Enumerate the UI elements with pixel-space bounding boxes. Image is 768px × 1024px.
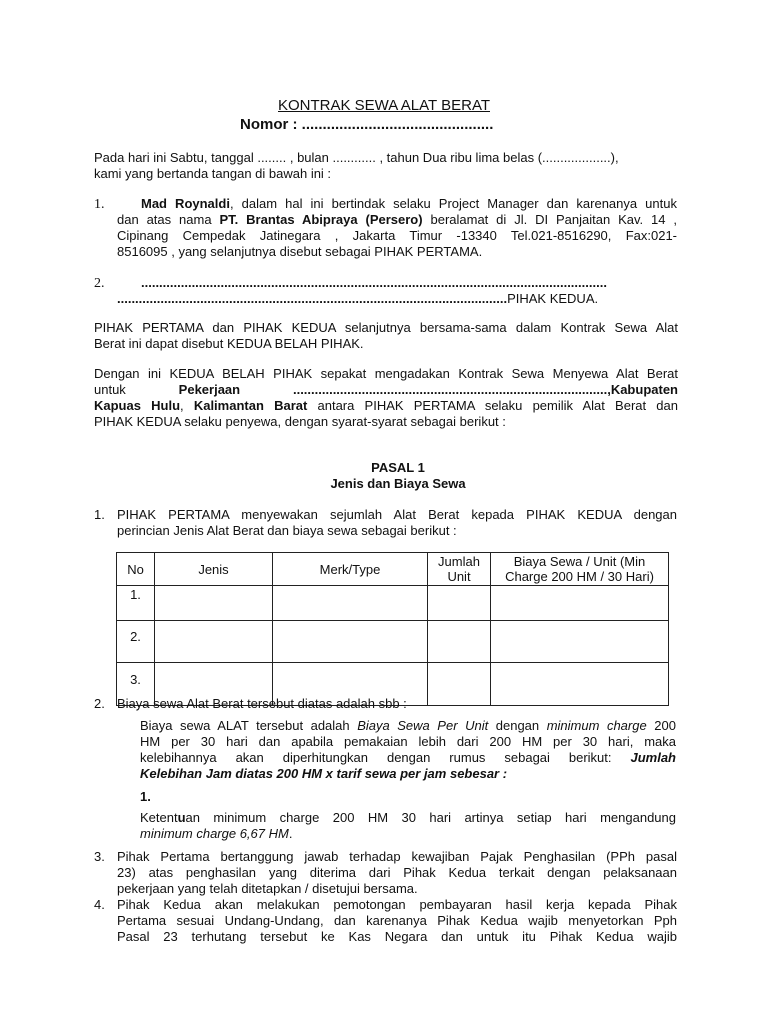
table-header-row (117, 553, 669, 586)
header-jumlah-unit: Jumlah Unit (428, 553, 491, 586)
pasal-subtitle: Jenis dan Biaya Sewa (330, 476, 466, 491)
agreement-untuk: untuk (94, 382, 126, 397)
intro-line-2: kami yang bertanda tangan di bawah ini : (94, 166, 332, 181)
min-charge-italic: minimum charge 6,67 HM (140, 826, 289, 841)
cost-text-a: Biaya sewa ALAT tersebut adalah (140, 718, 350, 733)
row-number: 3. (117, 663, 155, 706)
pasal-title: PASAL 1 (371, 460, 425, 475)
item-1-line-2: perincian Jenis Alat Berat dan biaya sewa sebagai berikut : (117, 523, 457, 538)
party-2-number: 2. (94, 276, 105, 291)
item-3-line-2: 23) atas penghasilan yang diterima dari Pihak Kedua terkait dengan pelaksanaan (117, 865, 677, 880)
party-1-company: PT. Brantas Abipraya (Persero) (219, 212, 423, 227)
agreement-pekerjaan: Pekerjaan (178, 382, 241, 397)
item-3-line-3: pekerjaan yang telah ditetapkan / disetujui bersama. (117, 881, 418, 896)
item-4-line-2: Pertama sesuai Undang-Undang, dan karenanya Pihak Kedua wajib menyetorkan Pph (117, 913, 677, 928)
item-4-number: 4. (94, 897, 105, 912)
party-1-name: Mad Roynaldi (141, 196, 230, 211)
cost-line-1 (140, 718, 676, 734)
cost-italic-min: minimum charge (546, 718, 647, 733)
item-2-number: 2. (94, 696, 105, 711)
party-2-line-2 (117, 291, 598, 307)
cost-line-2: HM per 30 hari dan apabila pemakaian lebih dari 200 HM per 30 hari, maka (140, 734, 676, 749)
cell-jumlah (428, 586, 491, 621)
cost-line-3 (140, 750, 676, 766)
party-1-number: 1. (94, 197, 105, 212)
intro-paragraph (94, 150, 678, 182)
cell-merk (273, 621, 428, 663)
party-1-line-1 (117, 196, 677, 212)
cost-paragraph (140, 718, 676, 782)
item-4-text (117, 897, 677, 945)
party-1-text-c: beralamat di Jl. DI Panjaitan Kav. 14 , (430, 212, 677, 227)
min-charge-text-a: Ketent (140, 810, 178, 825)
agreement-text-3: antara PIHAK PERTAMA selaku pemilik Alat Berat dan (317, 398, 678, 413)
cost-text-c: dengan (495, 718, 540, 733)
cost-italic-unit: Biaya Sewa Per Unit (357, 718, 489, 733)
min-charge-period: . (288, 826, 293, 841)
agreement-kapuas-hulu: Kapuas Hulu (94, 398, 181, 413)
both-parties-line-1: PIHAK PERTAMA dan PIHAK KEDUA selanjutnya bersama-sama dalam Kontrak Sewa Alat (94, 320, 678, 335)
min-charge-line-1 (140, 810, 676, 826)
cell-jenis (155, 586, 273, 621)
cost-item-one: 1. (140, 789, 151, 804)
item-1-text (117, 507, 677, 539)
cell-jumlah (428, 621, 491, 663)
intro-line-1: Pada hari ini Sabtu, tanggal ........ , bulan ............ , tahun Dua ribu lima belas (...................), (94, 150, 619, 165)
header-biaya-sewa: Biaya Sewa / Unit (Min Charge 200 HM / 30 Hari) (491, 553, 669, 586)
party-1-text-a: , dalam hal ini bertindak selaku Project Manager dan karenanya untuk (229, 196, 677, 211)
cost-text-3a: kelebihannya akan diperhitungkan dengan rumus sebagai berikut: (140, 750, 612, 765)
table-row (117, 586, 669, 621)
cell-biaya (491, 663, 669, 706)
document-title (0, 98, 768, 114)
item-2-line-1: Biaya sewa Alat Berat tersebut diatas adalah sbb : (117, 696, 407, 711)
header-jenis: Jenis (155, 553, 273, 586)
cell-biaya (491, 621, 669, 663)
item-4-line-1: Pihak Kedua akan melakukan pemotongan pembayaran hasil kerja kepada Pihak (117, 897, 677, 912)
nomor-dots: .............................................. (301, 116, 494, 133)
agreement-line-2 (94, 382, 678, 398)
item-4-line-3: Pasal 23 terhutang tersebut ke Kas Negara dan untuk itu Pihak Kedua wajib (117, 929, 677, 944)
item-1-number: 1. (94, 507, 105, 522)
row-number: 1. (117, 586, 155, 621)
agreement-line-3 (94, 398, 678, 414)
header-no: No (117, 553, 155, 586)
table-row (117, 621, 669, 663)
rental-table (116, 552, 669, 706)
pasal-heading (0, 460, 768, 492)
item-3-number: 3. (94, 849, 105, 864)
party-1-line-4: 8516095 , yang selanjutnya disebut sebagai PIHAK PERTAMA. (117, 244, 483, 259)
cell-merk (273, 586, 428, 621)
party-1-text-b: dan atas nama (117, 212, 212, 227)
cost-text-e: 200 (654, 718, 676, 733)
party-2-dots-1: ................................................................................................................................. (141, 275, 607, 290)
party-2-dots-2: ............................................................................................................ (117, 291, 508, 306)
contract-number (240, 117, 493, 133)
title-text: KONTRAK SEWA ALAT BERAT (278, 97, 490, 114)
cell-jenis (155, 621, 273, 663)
cell-jumlah (428, 663, 491, 706)
party-1-line-3: Cipinang Cempedak Jatinegara , Jakarta Timur -13340 Tel.021-8516290, Fax:021- (117, 228, 677, 243)
party-2-suffix: PIHAK KEDUA. (507, 291, 599, 306)
party-1-block (117, 196, 677, 260)
cell-biaya (491, 586, 669, 621)
agreement-kalimantan-barat: Kalimantan Barat (193, 398, 308, 413)
row-number: 2. (117, 621, 155, 663)
agreement-kabupaten: ,Kabupaten (607, 382, 678, 397)
agreement-comma: , (180, 398, 184, 413)
both-parties-paragraph (94, 320, 678, 352)
agreement-line-4: PIHAK KEDUA selaku penyewa, dengan syarat-syarat sebagai berikut : (94, 414, 506, 429)
cost-line-4: Kelebihan Jam diatas 200 HM x tarif sewa per jam sebesar : (140, 766, 508, 781)
min-charge-paragraph (140, 810, 676, 842)
min-charge-text-c: an minimum charge 200 HM 30 hari artinya setiap hari mengandung (185, 810, 676, 825)
min-charge-bold-u: u (177, 810, 186, 825)
item-3-text (117, 849, 677, 897)
nomor-label: Nomor : (240, 116, 298, 133)
item-3-line-1: Pihak Pertama bertanggung jawab terhadap kewajiban Pajak Penghasilan (PPh pasal (117, 849, 677, 864)
party-1-line-2 (117, 212, 677, 228)
agreement-paragraph (94, 366, 678, 430)
header-merk-type: Merk/Type (273, 553, 428, 586)
both-parties-line-2: Berat ini dapat disebut KEDUA BELAH PIHAK. (94, 336, 364, 351)
agreement-line-1: Dengan ini KEDUA BELAH PIHAK sepakat mengadakan Kontrak Sewa Menyewa Alat Berat (94, 366, 678, 381)
item-1-line-1: PIHAK PERTAMA menyewakan sejumlah Alat Berat kepada PIHAK KEDUA dengan (117, 507, 677, 522)
cost-jumlah: Jumlah (630, 750, 676, 765)
agreement-dots: ....................................................................................... (292, 382, 608, 397)
